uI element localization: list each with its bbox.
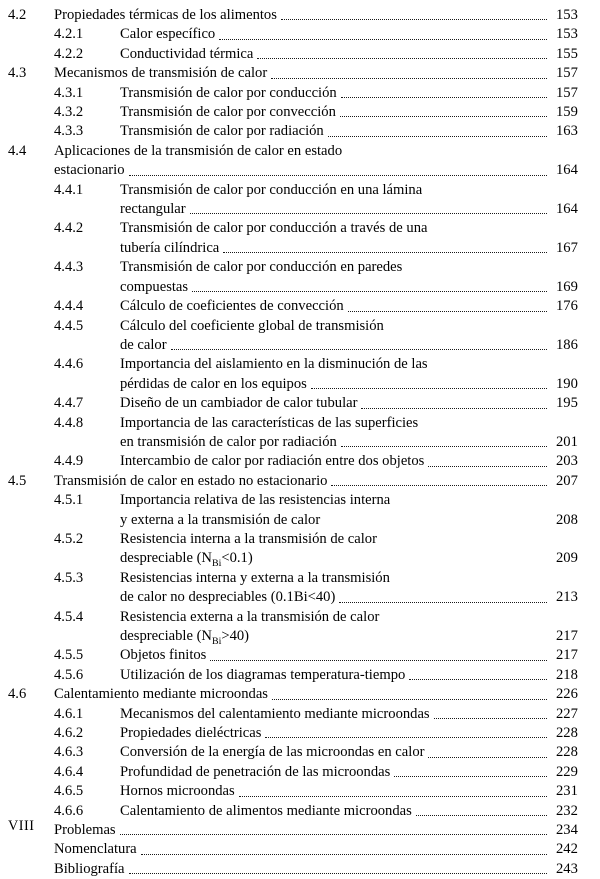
leader-dots bbox=[409, 666, 547, 680]
toc-entry-number: 4.6.4 bbox=[54, 763, 84, 780]
toc-entry-page: 213 bbox=[556, 589, 578, 606]
toc-entry-title bbox=[120, 743, 586, 762]
toc-entry-title bbox=[120, 297, 586, 316]
toc-entry-number: 4.4.7 bbox=[54, 395, 84, 412]
toc-entry[interactable] bbox=[8, 860, 586, 879]
toc-entry-number: 4.3 bbox=[8, 65, 27, 82]
toc-entry-number: 4.5.3 bbox=[54, 569, 84, 586]
toc-entry-title bbox=[120, 181, 586, 220]
toc-entry-page: 186 bbox=[556, 336, 578, 353]
toc-entry-title-text: Mecanismos de transmisión de calor bbox=[54, 65, 268, 82]
leader-dots bbox=[257, 45, 547, 59]
toc-entry-title-text-cont: compuestas bbox=[120, 278, 189, 295]
toc-entry-number: 4.4.4 bbox=[54, 298, 84, 315]
toc-entry[interactable] bbox=[8, 491, 586, 530]
toc-entry-title bbox=[120, 763, 586, 782]
toc-entry-number: 4.4.5 bbox=[54, 317, 84, 334]
toc-entry-title-text-cont: de calor bbox=[120, 336, 167, 353]
toc-entry[interactable] bbox=[8, 724, 586, 743]
leader-dots bbox=[257, 551, 547, 564]
toc-entry-page: 169 bbox=[556, 278, 578, 295]
toc-entry[interactable] bbox=[8, 355, 586, 394]
leader-dots bbox=[394, 492, 583, 505]
leader-dots bbox=[331, 472, 547, 486]
toc-entry-title bbox=[54, 472, 586, 491]
toc-entry-number: 4.4.9 bbox=[54, 453, 84, 470]
toc-entry-title-text-cont: rectangular bbox=[120, 201, 186, 218]
toc-entry[interactable] bbox=[8, 530, 586, 569]
toc-entry-title bbox=[120, 530, 586, 569]
toc-entry-title-text: Importancia del aislamiento en la disminución de las bbox=[120, 356, 428, 373]
leader-dots bbox=[281, 6, 547, 20]
leader-dots bbox=[428, 453, 547, 467]
toc-entry-number: 4.2 bbox=[8, 7, 27, 23]
toc-entry-title bbox=[54, 142, 586, 181]
leader-dots bbox=[381, 531, 583, 544]
toc-entry[interactable] bbox=[8, 763, 586, 782]
toc-entry[interactable] bbox=[8, 608, 586, 647]
toc-entry-page: 203 bbox=[556, 453, 578, 470]
toc-entry-number: 4.3.3 bbox=[54, 123, 84, 140]
leader-dots bbox=[223, 239, 547, 253]
toc-entry-page: 208 bbox=[556, 511, 578, 528]
toc-entry-title bbox=[120, 219, 586, 258]
toc-entry-title-text: Profundidad de penetración de las microondas bbox=[120, 763, 391, 780]
toc-entry[interactable] bbox=[8, 84, 586, 103]
toc-entry-title-text: Resistencia externa a la transmisión de calor bbox=[120, 608, 380, 625]
toc-entry-number: 4.4.2 bbox=[54, 220, 84, 237]
toc-entry-title bbox=[120, 782, 586, 801]
toc-entry[interactable] bbox=[8, 317, 586, 356]
toc-entry[interactable] bbox=[8, 821, 586, 840]
toc-entry[interactable] bbox=[8, 394, 586, 413]
leader-dots bbox=[426, 182, 583, 195]
leader-dots bbox=[141, 841, 547, 855]
leader-dots bbox=[394, 570, 583, 583]
toc-entry-page: 201 bbox=[556, 433, 578, 450]
toc-entry[interactable] bbox=[8, 802, 586, 821]
toc-entry[interactable] bbox=[8, 452, 586, 471]
toc-entry-title-text: Diseño de un cambiador de calor tubular bbox=[120, 395, 358, 412]
toc-entry-page: 218 bbox=[556, 666, 578, 683]
toc-entry[interactable] bbox=[8, 142, 586, 181]
toc-entry-number: 4.4.1 bbox=[54, 181, 84, 198]
toc-entry-title-text: Bibliografía bbox=[54, 860, 125, 877]
toc-entry-page: 231 bbox=[556, 783, 578, 800]
leader-dots bbox=[361, 394, 547, 408]
leader-dots bbox=[406, 260, 583, 273]
toc-entry-title-text: Transmisión de calor por convección bbox=[120, 104, 336, 121]
toc-entry-title bbox=[54, 860, 586, 879]
toc-entry-title bbox=[120, 569, 586, 608]
toc-entry-title-text-cont: despreciable $(N_{Bi}>40)$ bbox=[120, 628, 250, 647]
leader-dots bbox=[434, 705, 547, 719]
toc-entry-title-text: Resistencias interna y externa a la transmisión bbox=[120, 569, 390, 586]
toc-entry-title-text: Hornos microondas bbox=[120, 783, 235, 800]
toc-list bbox=[0, 6, 600, 879]
leader-dots bbox=[432, 357, 583, 370]
toc-entry-page: 164 bbox=[556, 201, 578, 218]
toc-entry-title bbox=[120, 705, 586, 724]
toc-entry-page: 228 bbox=[556, 725, 578, 742]
leader-dots bbox=[394, 763, 547, 777]
leader-dots bbox=[271, 65, 547, 79]
leader-dots bbox=[348, 297, 547, 311]
leader-dots bbox=[171, 336, 547, 350]
toc-entry[interactable] bbox=[8, 64, 586, 83]
toc-entry-title bbox=[120, 25, 586, 44]
toc-entry-title-text-cont: despreciable $(N_{Bi}<0.1)$ bbox=[120, 550, 253, 569]
toc-entry[interactable] bbox=[8, 782, 586, 801]
toc-entry-title-text-cont: en transmisión de calor por radiación bbox=[120, 433, 337, 450]
toc-entry-title bbox=[120, 802, 586, 821]
toc-entry[interactable] bbox=[8, 297, 586, 316]
toc-entry-number: 4.4.3 bbox=[54, 259, 84, 276]
leader-dots bbox=[431, 221, 583, 234]
toc-entry-title-text: Transmisión de calor en estado no estacionario bbox=[54, 472, 328, 489]
toc-entry-page: 243 bbox=[556, 860, 578, 877]
toc-entry-title bbox=[54, 821, 586, 840]
toc-entry-page: 157 bbox=[556, 84, 578, 101]
toc-entry-number: 4.6.2 bbox=[54, 725, 84, 742]
leader-dots bbox=[190, 200, 547, 214]
leader-dots bbox=[422, 415, 583, 428]
leader-dots bbox=[383, 609, 583, 622]
toc-entry-title bbox=[54, 685, 586, 704]
toc-entry-page: 167 bbox=[556, 239, 578, 256]
leader-dots bbox=[311, 375, 547, 389]
toc-entry-title bbox=[120, 45, 586, 64]
toc-entry-title-text: Objetos finitos bbox=[120, 647, 207, 664]
toc-entry-number: 4.5.4 bbox=[54, 608, 84, 625]
toc-entry-page: 195 bbox=[556, 395, 578, 412]
leader-dots bbox=[253, 628, 547, 641]
toc-entry-title bbox=[120, 258, 586, 297]
toc-entry-number: 4.3.2 bbox=[54, 104, 84, 121]
toc-entry-number: 4.2.2 bbox=[54, 45, 84, 62]
toc-entry-number: 4.5 bbox=[8, 472, 27, 489]
toc-entry-number: 4.6.1 bbox=[54, 705, 84, 722]
toc-entry-title-text: Aplicaciones de la transmisión de calor en estado bbox=[54, 142, 343, 159]
toc-entry[interactable] bbox=[8, 743, 586, 762]
toc-entry-page: 234 bbox=[556, 822, 578, 839]
toc-entry-title bbox=[120, 355, 586, 394]
leader-dots bbox=[272, 686, 547, 700]
toc-entry-page: 207 bbox=[556, 472, 578, 489]
leader-dots bbox=[129, 162, 547, 176]
leader-dots bbox=[340, 103, 547, 117]
toc-entry-number: 4.2.1 bbox=[54, 26, 84, 43]
toc-entry-page: 190 bbox=[556, 375, 578, 392]
toc-entry-page: 232 bbox=[556, 802, 578, 819]
toc-entry-title-text: Propiedades térmicas de los alimentos bbox=[54, 7, 277, 23]
toc-entry-title bbox=[120, 724, 586, 743]
toc-entry-page: 229 bbox=[556, 763, 578, 780]
toc-entry-number: 4.3.1 bbox=[54, 84, 84, 101]
toc-entry[interactable] bbox=[8, 414, 586, 453]
toc-entry-title-text: Conductividad térmica bbox=[120, 45, 254, 62]
toc-entry-title-text: Calor específico bbox=[120, 26, 216, 43]
toc-entry-page: 227 bbox=[556, 705, 578, 722]
leader-dots bbox=[239, 783, 547, 797]
leader-dots bbox=[388, 318, 583, 331]
toc-entry-title-text: Cálculo del coeficiente global de transmisión bbox=[120, 317, 384, 334]
toc-entry-page: 226 bbox=[556, 686, 578, 703]
toc-entry[interactable] bbox=[8, 25, 586, 44]
toc-entry-number: 4.5.2 bbox=[54, 530, 84, 547]
toc-entry[interactable] bbox=[8, 685, 586, 704]
toc-entry-title-text: Intercambio de calor por radiación entre dos objetos bbox=[120, 453, 425, 470]
toc-entry-title bbox=[54, 6, 586, 25]
toc-entry-page: 163 bbox=[556, 123, 578, 140]
toc-entry-title bbox=[120, 122, 586, 141]
toc-entry-number: 4.5.6 bbox=[54, 666, 84, 683]
toc-entry-page: 176 bbox=[556, 298, 578, 315]
toc-entry-title-text: Importancia relativa de las resistencias interna bbox=[120, 492, 391, 509]
toc-entry[interactable] bbox=[8, 219, 586, 258]
toc-entry-title-text: Nomenclatura bbox=[54, 841, 137, 858]
toc-entry-page: 155 bbox=[556, 45, 578, 62]
toc-entry-page: 153 bbox=[556, 7, 578, 23]
leader-dots bbox=[219, 26, 547, 40]
toc-entry-title-text: Transmisión de calor por conducción a través de una bbox=[120, 220, 428, 237]
page-folio: VIII bbox=[8, 818, 35, 834]
leader-dots bbox=[324, 512, 547, 525]
toc-entry-title bbox=[120, 646, 586, 665]
toc-entry-title bbox=[120, 414, 586, 453]
toc-entry-title-text: Cálculo de coeficientes de convección bbox=[120, 298, 344, 315]
leader-dots bbox=[265, 724, 547, 738]
toc-entry-number: 4.5.5 bbox=[54, 647, 84, 664]
toc-entry-title-text: Utilización de los diagramas temperatura-tiempo bbox=[120, 666, 406, 683]
toc-entry[interactable] bbox=[8, 646, 586, 665]
toc-entry-title-text: Transmisión de calor por conducción en paredes bbox=[120, 259, 403, 276]
leader-dots bbox=[341, 84, 547, 98]
toc-entry-title bbox=[120, 394, 586, 413]
toc-entry-page: 153 bbox=[556, 26, 578, 43]
toc-entry-title-text: Mecanismos del calentamiento mediante microondas bbox=[120, 705, 430, 722]
toc-entry-title-text: Calentamiento mediante microondas bbox=[54, 686, 268, 703]
toc-entry-title bbox=[120, 452, 586, 471]
leader-dots bbox=[428, 744, 547, 758]
toc-entry[interactable] bbox=[8, 840, 586, 859]
leader-dots bbox=[120, 821, 547, 835]
toc-entry-title-text: Propiedades dieléctricas bbox=[120, 725, 262, 742]
toc-entry-number: 4.4.6 bbox=[54, 356, 84, 373]
toc-entry-title bbox=[54, 840, 586, 859]
toc-entry-title bbox=[54, 64, 586, 83]
toc-entry[interactable] bbox=[8, 705, 586, 724]
toc-entry-title-text-cont: pérdidas de calor en los equipos bbox=[120, 375, 307, 392]
toc-entry-title bbox=[120, 317, 586, 356]
toc-entry-title-text: Transmisión de calor por conducción en una lámina bbox=[120, 181, 423, 198]
leader-dots bbox=[341, 433, 547, 447]
toc-entry-page: 159 bbox=[556, 104, 578, 121]
toc-entry[interactable] bbox=[8, 103, 586, 122]
toc-entry-title-text: Importancia de las características de las superficies bbox=[120, 414, 419, 431]
toc-entry-number: 4.4.8 bbox=[54, 414, 84, 431]
toc-entry-page: 209 bbox=[556, 550, 578, 567]
toc-entry-page: 157 bbox=[556, 65, 578, 82]
toc-entry-page: 164 bbox=[556, 162, 578, 179]
leader-dots bbox=[129, 860, 547, 874]
toc-entry-title bbox=[120, 666, 586, 685]
toc-entry-number: 4.6.3 bbox=[54, 744, 84, 761]
toc-entry-title bbox=[120, 84, 586, 103]
toc-entry[interactable] bbox=[8, 181, 586, 220]
toc-entry-page: 217 bbox=[556, 647, 578, 664]
toc-entry-title bbox=[120, 608, 586, 647]
toc-entry-number: 4.5.1 bbox=[54, 492, 84, 509]
toc-entry-title-text: Calentamiento de alimentos mediante microondas bbox=[120, 802, 412, 819]
toc-entry-title-text: Conversión de la energía de las microondas en calor bbox=[120, 744, 425, 761]
toc-entry-title bbox=[120, 491, 586, 530]
leader-dots bbox=[210, 647, 547, 661]
toc-entry-title-text: Resistencia interna a la transmisión de calor bbox=[120, 530, 377, 547]
toc-entry[interactable] bbox=[8, 6, 586, 25]
toc-entry-page: 217 bbox=[556, 628, 578, 644]
toc-entry-title-text-cont: tubería cilíndrica bbox=[120, 239, 220, 256]
leader-dots bbox=[339, 588, 547, 602]
toc-entry-number: 4.4 bbox=[8, 142, 27, 159]
toc-entry[interactable] bbox=[8, 45, 586, 64]
toc-entry-title-text-cont: y externa a la transmisión de calor bbox=[120, 511, 321, 528]
toc-back-matter bbox=[8, 821, 586, 879]
toc-entry-title-text-cont: estacionario bbox=[54, 162, 125, 179]
leader-dots bbox=[346, 143, 583, 156]
toc-entry-title-text-cont: de calor no despreciables (0.1Bi<40) bbox=[120, 589, 336, 606]
toc-entry[interactable] bbox=[8, 472, 586, 491]
toc-entry-number: 4.6.5 bbox=[54, 783, 84, 800]
toc-entry-title-text: Transmisión de calor por radiación bbox=[120, 123, 324, 140]
toc-entry-title-text: Transmisión de calor por conducción bbox=[120, 84, 337, 101]
toc-entry[interactable] bbox=[8, 258, 586, 297]
leader-dots bbox=[192, 278, 547, 292]
leader-dots bbox=[328, 123, 547, 137]
leader-dots bbox=[416, 802, 547, 816]
toc-entry-number: 4.6.6 bbox=[54, 802, 84, 819]
toc-entry-page: 228 bbox=[556, 744, 578, 761]
toc-entry-page: 242 bbox=[556, 841, 578, 858]
toc-entry[interactable] bbox=[8, 569, 586, 608]
toc-entry[interactable] bbox=[8, 666, 586, 685]
toc-entry[interactable] bbox=[8, 122, 586, 141]
toc-entry-number: 4.6 bbox=[8, 686, 27, 703]
toc-entry-title bbox=[120, 103, 586, 122]
toc-entry-title-text: Problemas bbox=[54, 822, 116, 839]
